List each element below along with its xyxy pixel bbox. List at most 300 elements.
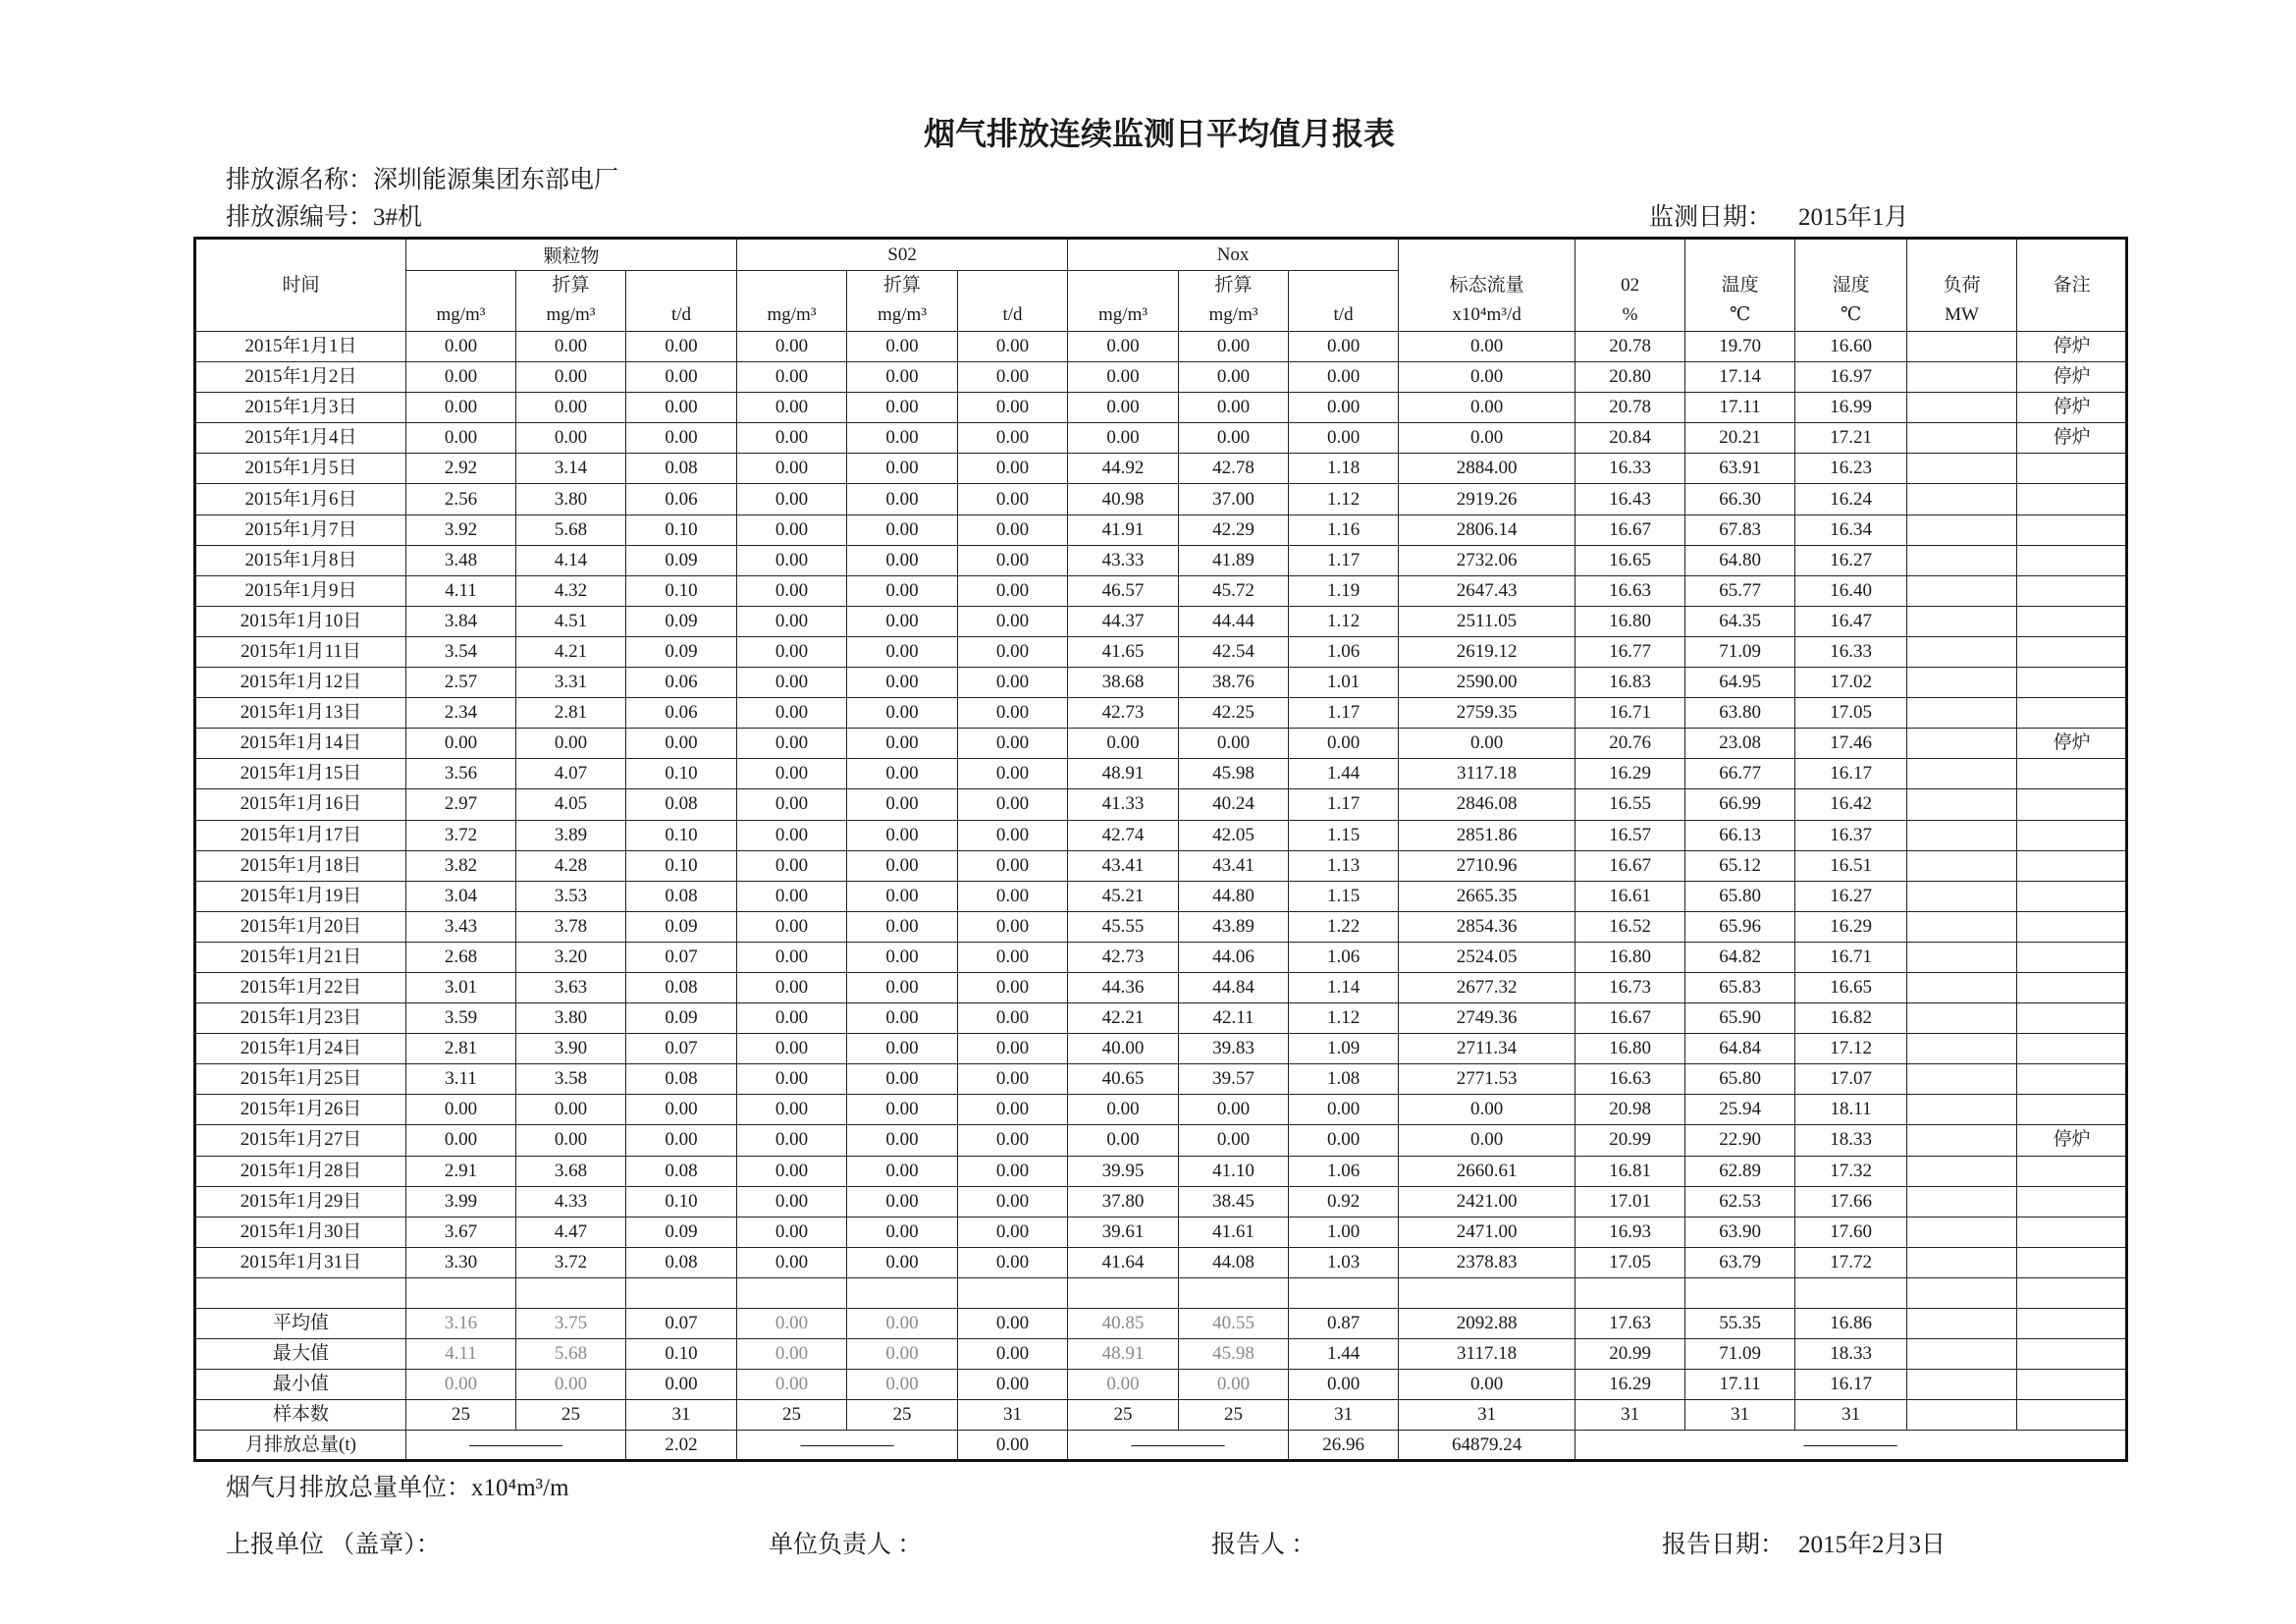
so2-td-cell: 0.00 xyxy=(958,1339,1068,1370)
note-cell: 停炉 xyxy=(2017,362,2127,393)
so2-mg-cell: 0.00 xyxy=(737,545,847,575)
pm-mg-cell: 4.11 xyxy=(406,1339,516,1370)
pm-mg-cell: 3.11 xyxy=(406,1064,516,1095)
so2-converted-cell: 0.00 xyxy=(847,423,958,454)
blank-cell xyxy=(847,1277,958,1308)
temperature-cell: 65.96 xyxy=(1685,911,1795,942)
humidity-cell: 16.27 xyxy=(1795,545,1907,575)
daily-row xyxy=(195,1217,2127,1247)
flow-cell: 0.00 xyxy=(1399,362,1575,393)
humidity-cell: 16.86 xyxy=(1795,1309,1907,1339)
nox-td-cell: 1.06 xyxy=(1289,942,1399,972)
daily-row xyxy=(195,423,2127,454)
subheader-top-label xyxy=(406,271,515,300)
o2-cell: 16.80 xyxy=(1575,942,1685,972)
pm-total-cell: 2.02 xyxy=(626,1431,737,1461)
nox-converted-cell: 0.00 xyxy=(1179,1095,1289,1125)
subheader-nox-td xyxy=(1289,271,1399,332)
date-cell: 2015年1月1日 xyxy=(195,332,406,362)
nox-td-cell: 0.00 xyxy=(1289,729,1399,759)
nox-converted-cell: 44.06 xyxy=(1179,942,1289,972)
flow-cell: 0.00 xyxy=(1399,332,1575,362)
pm-td-cell: 0.09 xyxy=(626,1003,737,1034)
pm-mg-cell: 3.59 xyxy=(406,1003,516,1034)
source-name-line xyxy=(226,165,618,196)
note-cell xyxy=(2017,454,2127,484)
pm-converted-cell: 0.00 xyxy=(516,1370,626,1400)
summary-label: 最大值 xyxy=(195,1339,406,1370)
pm-td-cell: 0.00 xyxy=(626,1095,737,1125)
subheader-top-label: 折算 xyxy=(552,275,590,296)
nox-mg-cell: 40.85 xyxy=(1068,1309,1179,1339)
so2-converted-cell: 0.00 xyxy=(847,1217,958,1247)
nox-td-cell: 1.17 xyxy=(1289,789,1399,820)
pm-mg-cell: 3.92 xyxy=(406,514,516,545)
so2-td-cell: 0.00 xyxy=(958,729,1068,759)
humidity-cell: 16.23 xyxy=(1795,454,1907,484)
so2-total-cell: 0.00 xyxy=(958,1431,1068,1461)
nox-td-cell: 1.00 xyxy=(1289,1217,1399,1247)
so2-mg-cell: 0.00 xyxy=(737,514,847,545)
header-humidity xyxy=(1795,239,1907,332)
nox-td-cell: 1.17 xyxy=(1289,698,1399,729)
so2-converted-cell: 0.00 xyxy=(847,1034,958,1064)
temperature-cell: 62.53 xyxy=(1685,1186,1795,1217)
nox-td-cell: 0.00 xyxy=(1289,1095,1399,1125)
pm-td-cell: 0.09 xyxy=(626,545,737,575)
pm-mg-cell: 2.34 xyxy=(406,698,516,729)
daily-row xyxy=(195,332,2127,362)
date-cell: 2015年1月30日 xyxy=(195,1217,406,1247)
pm-converted-cell: 3.78 xyxy=(516,911,626,942)
nox-mg-cell: 41.33 xyxy=(1068,789,1179,820)
header-temperature-label: 温度 xyxy=(1721,275,1759,296)
pm-converted-cell: 4.47 xyxy=(516,1217,626,1247)
reporting-unit-label: 上报单位 （盖章）： xyxy=(226,1532,441,1558)
so2-td-cell: 0.00 xyxy=(958,362,1068,393)
subheader-top-label: 折算 xyxy=(883,275,922,296)
blank-cell xyxy=(1575,1277,1685,1308)
pm-mg-cell: 3.84 xyxy=(406,606,516,636)
so2-td-cell: 0.00 xyxy=(958,1064,1068,1095)
nox-td-cell: 1.14 xyxy=(1289,972,1399,1002)
pm-converted-cell: 3.90 xyxy=(516,1034,626,1064)
nox-converted-cell: 0.00 xyxy=(1179,362,1289,393)
pm-converted-cell: 4.14 xyxy=(516,545,626,575)
humidity-cell: 16.99 xyxy=(1795,393,1907,423)
date-cell: 2015年1月24日 xyxy=(195,1034,406,1064)
temperature-cell: 17.11 xyxy=(1685,1370,1795,1400)
blank-cell xyxy=(1907,1277,2017,1308)
daily-row xyxy=(195,1247,2127,1277)
report-date-label: 报告日期： xyxy=(1662,1532,1786,1558)
o2-cell: 20.76 xyxy=(1575,729,1685,759)
date-cell: 2015年1月3日 xyxy=(195,393,406,423)
daily-row xyxy=(195,729,2127,759)
note-cell xyxy=(2017,881,2127,911)
daily-row xyxy=(195,1156,2127,1186)
pm-converted-cell: 3.75 xyxy=(516,1309,626,1339)
subheader-top-label xyxy=(737,271,846,300)
nox-td-cell: 1.44 xyxy=(1289,759,1399,789)
temperature-cell: 17.14 xyxy=(1685,362,1795,393)
nox-mg-cell: 38.68 xyxy=(1068,668,1179,698)
so2-td-cell: 0.00 xyxy=(958,1034,1068,1064)
average-row xyxy=(195,1309,2127,1339)
temperature-cell: 65.83 xyxy=(1685,972,1795,1002)
humidity-cell: 16.65 xyxy=(1795,972,1907,1002)
header-group-nox: Nox xyxy=(1068,239,1399,271)
load-cell xyxy=(1907,514,2017,545)
note-cell xyxy=(2017,1003,2127,1034)
so2-mg-cell: 0.00 xyxy=(737,1064,847,1095)
flow-cell: 31 xyxy=(1399,1400,1575,1431)
so2-mg-cell: 0.00 xyxy=(737,820,847,850)
blank-row xyxy=(195,1277,2127,1308)
humidity-cell: 16.97 xyxy=(1795,362,1907,393)
temperature-cell: 64.35 xyxy=(1685,606,1795,636)
pm-mg-cell: 3.54 xyxy=(406,636,516,667)
temperature-cell: 65.12 xyxy=(1685,850,1795,881)
nox-converted-cell: 44.80 xyxy=(1179,881,1289,911)
so2-mg-cell: 0.00 xyxy=(737,362,847,393)
so2-converted-cell: 0.00 xyxy=(847,393,958,423)
blank-cell xyxy=(516,1277,626,1308)
date-cell: 2015年1月10日 xyxy=(195,606,406,636)
pm-converted-cell: 0.00 xyxy=(516,393,626,423)
header-note-label: 备注 xyxy=(2053,275,2091,296)
subheader-unit-label: mg/m³ xyxy=(436,304,486,325)
subheader-so2-td xyxy=(958,271,1068,332)
humidity-cell: 17.46 xyxy=(1795,729,1907,759)
flow-cell: 2749.36 xyxy=(1399,1003,1575,1034)
pm-converted-cell: 3.80 xyxy=(516,484,626,514)
so2-converted-cell: 0.00 xyxy=(847,484,958,514)
nox-mg-cell: 44.36 xyxy=(1068,972,1179,1002)
nox-converted-cell: 39.83 xyxy=(1179,1034,1289,1064)
humidity-cell: 17.07 xyxy=(1795,1064,1907,1095)
nox-mg-cell: 0.00 xyxy=(1068,332,1179,362)
load-cell xyxy=(1907,393,2017,423)
nox-converted-cell: 40.24 xyxy=(1179,789,1289,820)
nox-td-cell: 1.13 xyxy=(1289,850,1399,881)
nox-td-cell: 0.00 xyxy=(1289,1370,1399,1400)
blank-cell xyxy=(737,1277,847,1308)
subheader-particulate-mg xyxy=(406,271,516,332)
o2-cell: 16.67 xyxy=(1575,1003,1685,1034)
pm-mg-cell: 3.01 xyxy=(406,972,516,1002)
nox-td-cell: 1.12 xyxy=(1289,484,1399,514)
date-cell: 2015年1月13日 xyxy=(195,698,406,729)
daily-row xyxy=(195,1095,2127,1125)
o2-cell: 16.81 xyxy=(1575,1156,1685,1186)
nox-converted-cell: 0.00 xyxy=(1179,729,1289,759)
nox-converted-cell: 44.44 xyxy=(1179,606,1289,636)
nox-td-cell: 0.00 xyxy=(1289,362,1399,393)
o2-cell: 16.80 xyxy=(1575,1034,1685,1064)
report-date-value: 2015年2月3日 xyxy=(1798,1532,1947,1558)
nox-converted-cell: 44.84 xyxy=(1179,972,1289,1002)
header-group-particulate: 颗粒物 xyxy=(406,239,737,271)
note-cell: 停炉 xyxy=(2017,1125,2127,1156)
so2-converted-cell: 0.00 xyxy=(847,789,958,820)
pm-converted-cell: 4.51 xyxy=(516,606,626,636)
so2-mg-cell: 0.00 xyxy=(737,454,847,484)
flow-cell: 2710.96 xyxy=(1399,850,1575,881)
humidity-cell: 16.27 xyxy=(1795,881,1907,911)
subheader-unit-label: mg/m³ xyxy=(1208,304,1258,325)
nox-mg-cell: 40.65 xyxy=(1068,1064,1179,1095)
so2-td-cell: 0.00 xyxy=(958,942,1068,972)
so2-td-cell: 0.00 xyxy=(958,668,1068,698)
daily-row xyxy=(195,545,2127,575)
humidity-cell: 31 xyxy=(1795,1400,1907,1431)
so2-mg-cell: 0.00 xyxy=(737,881,847,911)
pm-converted-cell: 4.05 xyxy=(516,789,626,820)
note-cell xyxy=(2017,1339,2127,1370)
load-cell xyxy=(1907,972,2017,1002)
flow-cell: 2677.32 xyxy=(1399,972,1575,1002)
o2-cell: 17.01 xyxy=(1575,1186,1685,1217)
unit-head-label: 单位负责人 ： xyxy=(769,1532,923,1558)
subheader-unit-label: t/d xyxy=(670,304,692,325)
temperature-cell: 19.70 xyxy=(1685,332,1795,362)
pm-td-cell: 0.06 xyxy=(626,484,737,514)
flow-cell: 0.00 xyxy=(1399,1125,1575,1156)
load-cell xyxy=(1907,1339,2017,1370)
humidity-cell: 17.02 xyxy=(1795,668,1907,698)
load-cell xyxy=(1907,911,2017,942)
humidity-cell: 17.72 xyxy=(1795,1247,1907,1277)
date-cell: 2015年1月18日 xyxy=(195,850,406,881)
pm-mg-cell: 2.92 xyxy=(406,454,516,484)
so2-td-cell: 0.00 xyxy=(958,332,1068,362)
so2-converted-cell: 0.00 xyxy=(847,1003,958,1034)
daily-row xyxy=(195,1034,2127,1064)
date-cell: 2015年1月16日 xyxy=(195,789,406,820)
daily-row xyxy=(195,881,2127,911)
nox-td-cell: 1.18 xyxy=(1289,454,1399,484)
o2-cell: 20.78 xyxy=(1575,332,1685,362)
so2-td-cell: 0.00 xyxy=(958,1370,1068,1400)
so2-converted-cell: 25 xyxy=(847,1400,958,1431)
temperature-cell: 65.77 xyxy=(1685,575,1795,606)
flow-cell: 0.00 xyxy=(1399,423,1575,454)
header-temperature xyxy=(1685,239,1795,332)
so2-td-cell: 0.00 xyxy=(958,820,1068,850)
temperature-cell: 66.13 xyxy=(1685,820,1795,850)
so2-converted-cell: 0.00 xyxy=(847,1339,958,1370)
so2-td-cell: 0.00 xyxy=(958,393,1068,423)
so2-converted-cell: 0.00 xyxy=(847,1309,958,1339)
note-cell xyxy=(2017,1247,2127,1277)
flow-cell: 2806.14 xyxy=(1399,514,1575,545)
temperature-cell: 31 xyxy=(1685,1400,1795,1431)
so2-mg-cell: 0.00 xyxy=(737,668,847,698)
subheader-unit-label: mg/m³ xyxy=(546,304,596,325)
header-o2 xyxy=(1575,239,1685,332)
load-cell xyxy=(1907,1400,2017,1431)
subheader-unit-label: mg/m³ xyxy=(767,304,817,325)
flow-cell: 2854.36 xyxy=(1399,911,1575,942)
emission-unit-note: 烟气月排放总量单位：x10⁴m³/m xyxy=(226,1475,569,1501)
daily-row xyxy=(195,1125,2127,1156)
nox-mg-cell: 25 xyxy=(1068,1400,1179,1431)
note-cell xyxy=(2017,759,2127,789)
date-cell: 2015年1月11日 xyxy=(195,636,406,667)
so2-mg-cell: 0.00 xyxy=(737,942,847,972)
so2-converted-cell: 0.00 xyxy=(847,698,958,729)
temperature-cell: 55.35 xyxy=(1685,1309,1795,1339)
so2-td-cell: 0.00 xyxy=(958,1217,1068,1247)
so2-td-cell: 0.00 xyxy=(958,636,1068,667)
humidity-cell: 16.60 xyxy=(1795,332,1907,362)
blank-cell xyxy=(1685,1277,1795,1308)
pm-td-cell: 0.08 xyxy=(626,972,737,1002)
source-id-label: 排放源编号： xyxy=(226,204,374,231)
flow-cell: 0.00 xyxy=(1399,1370,1575,1400)
date-cell: 2015年1月22日 xyxy=(195,972,406,1002)
flow-cell: 2524.05 xyxy=(1399,942,1575,972)
o2-cell: 20.78 xyxy=(1575,393,1685,423)
date-cell: 2015年1月29日 xyxy=(195,1186,406,1217)
header-flow xyxy=(1399,239,1575,332)
o2-cell: 16.73 xyxy=(1575,972,1685,1002)
nox-converted-cell: 39.57 xyxy=(1179,1064,1289,1095)
note-cell xyxy=(2017,668,2127,698)
so2-converted-cell: 0.00 xyxy=(847,668,958,698)
humidity-cell: 16.71 xyxy=(1795,942,1907,972)
note-cell xyxy=(2017,911,2127,942)
note-cell xyxy=(2017,575,2127,606)
flow-cell: 2511.05 xyxy=(1399,606,1575,636)
humidity-cell: 16.51 xyxy=(1795,850,1907,881)
so2-td-cell: 0.00 xyxy=(958,454,1068,484)
monthly-report-table xyxy=(193,237,2128,1462)
load-cell xyxy=(1907,1125,2017,1156)
so2-mg-cell: 0.00 xyxy=(737,332,847,362)
so2-converted-cell: 0.00 xyxy=(847,759,958,789)
humidity-cell: 17.32 xyxy=(1795,1156,1907,1186)
load-cell xyxy=(1907,362,2017,393)
so2-td-cell: 0.00 xyxy=(958,545,1068,575)
load-cell xyxy=(1907,606,2017,636)
pm-td-cell: 0.00 xyxy=(626,332,737,362)
so2-td-cell: 0.00 xyxy=(958,575,1068,606)
source-id-line xyxy=(226,202,422,234)
nox-td-cell: 1.12 xyxy=(1289,1003,1399,1034)
note-cell xyxy=(2017,636,2127,667)
load-cell xyxy=(1907,1095,2017,1125)
pm-td-cell: 0.00 xyxy=(626,1125,737,1156)
pm-mg-cell: 0.00 xyxy=(406,423,516,454)
daily-row xyxy=(195,362,2127,393)
nox-mg-cell: 0.00 xyxy=(1068,423,1179,454)
o2-cell: 16.63 xyxy=(1575,1064,1685,1095)
nox-td-cell: 1.44 xyxy=(1289,1339,1399,1370)
daily-row xyxy=(195,942,2127,972)
o2-cell: 20.98 xyxy=(1575,1095,1685,1125)
date-cell: 2015年1月6日 xyxy=(195,484,406,514)
maximum-row xyxy=(195,1339,2127,1370)
pm-converted-cell: 5.68 xyxy=(516,514,626,545)
flow-cell: 2759.35 xyxy=(1399,698,1575,729)
so2-converted-cell: 0.00 xyxy=(847,454,958,484)
temperature-cell: 22.90 xyxy=(1685,1125,1795,1156)
date-cell: 2015年1月26日 xyxy=(195,1095,406,1125)
pm-td-cell: 0.10 xyxy=(626,759,737,789)
so2-mg-cell: 0.00 xyxy=(737,393,847,423)
subheader-nox-converted xyxy=(1179,271,1289,332)
load-cell xyxy=(1907,484,2017,514)
header-humidity-unit: ℃ xyxy=(1840,304,1862,325)
o2-cell: 16.29 xyxy=(1575,759,1685,789)
note-cell xyxy=(2017,942,2127,972)
load-cell xyxy=(1907,820,2017,850)
so2-mg-cell: 0.00 xyxy=(737,1156,847,1186)
nox-td-cell: 1.19 xyxy=(1289,575,1399,606)
pm-converted-cell: 3.80 xyxy=(516,1003,626,1034)
daily-row xyxy=(195,393,2127,423)
nox-td-cell: 1.22 xyxy=(1289,911,1399,942)
load-cell xyxy=(1907,729,2017,759)
pm-td-cell: 0.06 xyxy=(626,668,737,698)
pm-converted-cell: 0.00 xyxy=(516,1125,626,1156)
temperature-cell: 63.80 xyxy=(1685,698,1795,729)
nox-td-cell: 1.15 xyxy=(1289,881,1399,911)
subheader-unit-label: t/d xyxy=(1002,304,1023,325)
nox-mg-cell: 43.33 xyxy=(1068,545,1179,575)
load-cell xyxy=(1907,881,2017,911)
note-cell: 停炉 xyxy=(2017,393,2127,423)
nox-total-cell: 26.96 xyxy=(1289,1431,1399,1461)
pm-td-cell: 0.10 xyxy=(626,850,737,881)
source-name-value: 深圳能源集团东部电厂 xyxy=(373,167,619,193)
nox-mg-cell: 41.65 xyxy=(1068,636,1179,667)
temperature-cell: 17.11 xyxy=(1685,393,1795,423)
so2-td-cell: 0.00 xyxy=(958,1186,1068,1217)
so2-td-cell: 0.00 xyxy=(958,1003,1068,1034)
pm-mg-cell: 3.30 xyxy=(406,1247,516,1277)
pm-td-cell: 0.00 xyxy=(626,393,737,423)
note-cell xyxy=(2017,1064,2127,1095)
pm-mg-cell: 2.91 xyxy=(406,1156,516,1186)
pm-mg-cell: 0.00 xyxy=(406,393,516,423)
daily-row xyxy=(195,698,2127,729)
daily-row xyxy=(195,484,2127,514)
date-cell: 2015年1月27日 xyxy=(195,1125,406,1156)
nox-converted-cell: 38.45 xyxy=(1179,1186,1289,1217)
humidity-cell: 16.17 xyxy=(1795,759,1907,789)
pm-td-cell: 0.08 xyxy=(626,1247,737,1277)
nox-mg-cell: 0.00 xyxy=(1068,362,1179,393)
note-cell xyxy=(2017,850,2127,881)
load-cell xyxy=(1907,332,2017,362)
pm-mg-cell: 3.48 xyxy=(406,545,516,575)
temperature-cell: 65.80 xyxy=(1685,1064,1795,1095)
nox-converted-cell: 42.05 xyxy=(1179,820,1289,850)
humidity-cell: 16.47 xyxy=(1795,606,1907,636)
so2-td-cell: 0.00 xyxy=(958,911,1068,942)
date-cell: 2015年1月23日 xyxy=(195,1003,406,1034)
temperature-cell: 20.21 xyxy=(1685,423,1795,454)
so2-converted-cell: 0.00 xyxy=(847,1247,958,1277)
nox-converted-cell: 0.00 xyxy=(1179,332,1289,362)
pm-td-cell: 0.09 xyxy=(626,606,737,636)
load-cell xyxy=(1907,698,2017,729)
nox-mg-cell: 40.00 xyxy=(1068,1034,1179,1064)
pm-td-cell: 0.10 xyxy=(626,575,737,606)
